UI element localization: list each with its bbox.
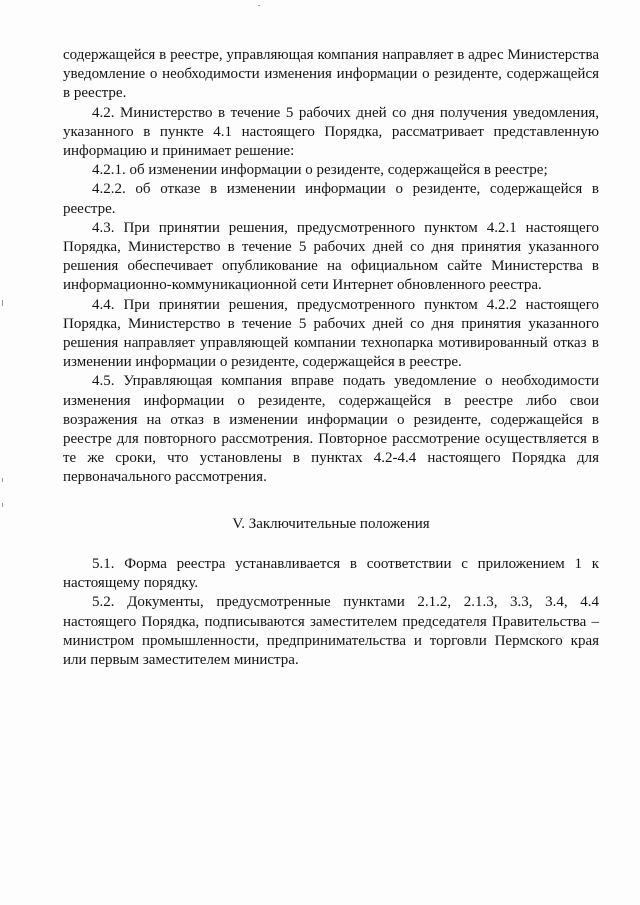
paragraph-4-3: 4.3. При принятии решения, предусмотренного пунктом 4.2.1 настоящего Порядка, Министерство в течение 5 рабочих дней со дня принятия указанного решения обеспечивает опубликование на официальном сайте Министерства в информационно-коммуникационной сети Интернет обновленного реестра. [63, 219, 599, 294]
paragraph-5-1: 5.1. Форма реестра устанавливается в соответствии с приложением 1 к настоящему порядку. [63, 556, 599, 592]
paragraph-4-2: 4.2. Министерство в течение 5 рабочих дней со дня получения уведомления, указанного в пункте 4.1 настоящего Порядка, рассматривает представленную информацию и принимает решение: [63, 104, 599, 160]
section-heading: V. Заключительные положения [232, 516, 430, 532]
paragraph-4-4: 4.4. При принятии решения, предусмотренного пунктом 4.2.2 настоящего Порядка, Министерство в течение 5 рабочих дней со дня принятия указанного решения направляет управляющей компании технопарка мотивированный отказ в изменении информации о резиденте, содержащейся в реестре. [63, 296, 599, 371]
paragraph-continuation: содержащейся в реестре, управляющая компания направляет в адрес Министерства уведомление о необходимости изменения информации о резиденте, содержащейся в реестре. [63, 47, 599, 102]
paragraph-4-2-1: 4.2.1. об изменении информации о резиденте, содержащейся в реестре; [92, 162, 548, 179]
scan-artifact-mark [2, 300, 3, 306]
body-text-bottom [63, 555, 599, 670]
paragraph-5-2: 5.2. Документы, предусмотренные пунктами 2.1.2, 2.1.3, 3.3, 3.4, 4.4 настоящего Порядка, подписываются заместителем председателя Правительства – министром промышленности, предпринимательства и торговли Пермского края или первым заместителем министра. [63, 594, 599, 669]
scan-artifact-mark [258, 5, 260, 6]
scan-artifact-mark [2, 478, 3, 482]
paragraph-4-2-2: 4.2.2. об отказе в изменении информации о резиденте, содержащейся в реестре. [63, 181, 599, 217]
scan-artifact-mark [2, 503, 3, 507]
paragraph-4-5: 4.5. Управляющая компания вправе подать уведомление о необходимости изменения информации о резиденте, содержащейся в реестре либо свои возражения на отказ в изменении информации о резиденте, содержащейся в реестре для повторного рассмотрения. Повторное рассмотрение осуществляется в те же сроки, что установлены в пунктах 4.2-4.4 настоящего Порядка для первоначального рассмотрения. [63, 373, 599, 486]
body-text-top [63, 46, 599, 488]
